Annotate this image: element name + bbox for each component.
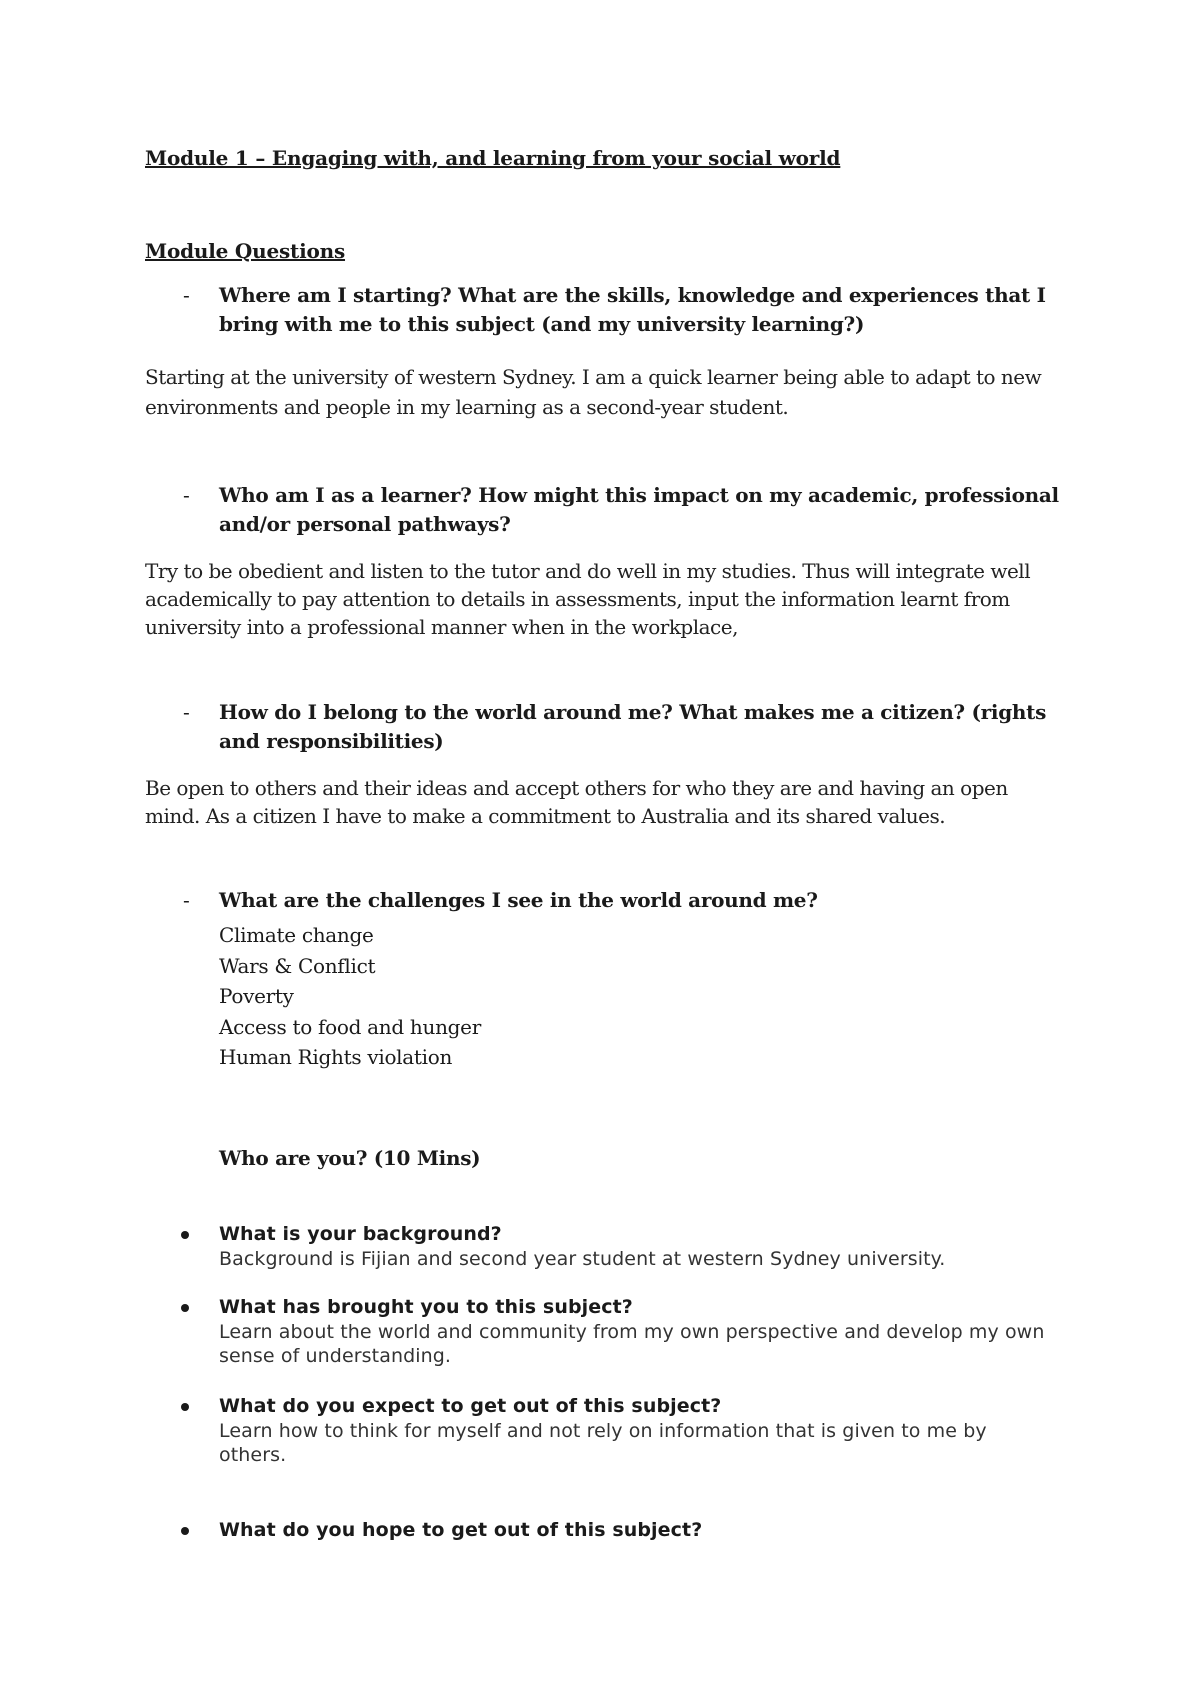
list-item: Human Rights violation <box>219 1045 453 1069</box>
dash-marker: - <box>183 888 190 912</box>
list-item: Wars & Conflict <box>219 953 376 978</box>
list-item <box>219 1222 1059 1271</box>
bullet-icon <box>181 1403 189 1411</box>
dash-marker: - <box>183 700 190 724</box>
bullet-answer: Learn about the world and community from my own perspective and develop my own sense of understanding. <box>219 1320 1045 1367</box>
bullet-answer: Learn how to think for myself and not rely on information that is given to me by others. <box>219 1419 987 1466</box>
answer-1: Starting at the university of western Sydney. I am a quick learner being able to adapt to new environments and people in my learning as a second-year student. <box>145 365 1042 419</box>
answer-2: Try to be obedient and listen to the tutor and do well in my studies. Thus will integrate well academically to pay attention to details in assessments, input the information learnt from university into a professional manner when in the workplace, <box>145 559 1031 639</box>
bullet-question: What do you hope to get out of this subject? <box>219 1519 703 1541</box>
question-4: What are the challenges I see in the world around me? <box>219 888 818 912</box>
list-item <box>219 1518 1059 1543</box>
list-item <box>219 1394 1059 1468</box>
bullet-question: What has brought you to this subject? <box>219 1296 633 1318</box>
question-3: How do I belong to the world around me? What makes me a citizen? (rights and responsibilities) <box>219 700 1047 753</box>
answer-3: Be open to others and their ideas and accept others for who they are and having an open mind. As a citizen I have to make a commitment to Australia and its shared values. <box>145 776 1008 828</box>
bullet-answer: Background is Fijian and second year student at western Sydney university. <box>219 1247 946 1270</box>
module-questions-heading: Module Questions <box>145 239 346 263</box>
dash-marker: - <box>183 283 190 307</box>
who-are-you-heading: Who are you? (10 Mins) <box>219 1146 481 1170</box>
list-item: Poverty <box>219 984 294 1008</box>
challenges-list <box>219 920 481 1073</box>
question-1: Where am I starting? What are the skills, knowledge and experiences that I bring with me to this subject (and my university learning?) <box>219 283 1046 336</box>
page-title: Module 1 – Engaging with, and learning from your social world <box>145 146 841 170</box>
bullet-icon <box>181 1527 189 1535</box>
bullet-question: What is your background? <box>219 1223 502 1245</box>
bullet-icon <box>181 1231 189 1239</box>
document-page <box>145 0 1065 1698</box>
list-item <box>219 1295 1059 1369</box>
question-2: Who am I as a learner? How might this impact on my academic, professional and/or personal pathways? <box>219 483 1059 536</box>
list-item: Climate change <box>219 923 374 947</box>
bullet-icon <box>181 1304 189 1312</box>
list-item: Access to food and hunger <box>219 1014 481 1039</box>
dash-marker: - <box>183 483 190 507</box>
bullet-question: What do you expect to get out of this subject? <box>219 1395 722 1417</box>
